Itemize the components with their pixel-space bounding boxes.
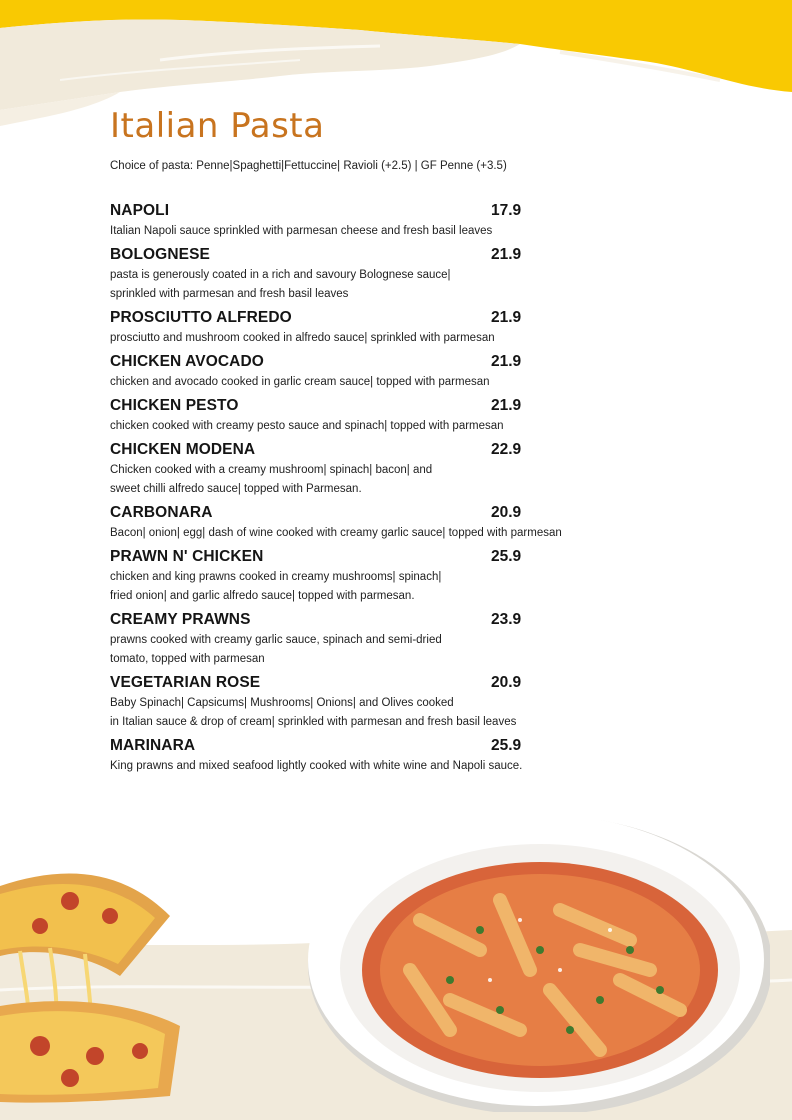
- menu-item-chicken-modena: [110, 439, 610, 502]
- page-title: Italian Pasta: [110, 106, 325, 146]
- item-name: PROSCIUTTO ALFREDO: [110, 309, 292, 326]
- item-name: CHICKEN AVOCADO: [110, 353, 264, 370]
- item-price: 21.9: [491, 246, 522, 263]
- item-description: chicken and king prawns cooked in creamy mushrooms| spinach| fried onion| and garlic alfredo sauce| topped with parmesan.: [110, 571, 442, 602]
- item-price: 21.9: [491, 397, 522, 414]
- item-description: chicken and avocado cooked in garlic cream sauce| topped with parmesan: [110, 376, 490, 388]
- pizza-photo: [0, 856, 190, 1106]
- menu-item-bolognese: [110, 244, 610, 307]
- item-name: VEGETARIAN ROSE: [110, 674, 261, 691]
- menu-item-carbonara: [110, 502, 610, 546]
- item-description: pasta is generously coated in a rich and savoury Bolognese sauce| sprinkled with parmesan and fresh basil leaves: [110, 269, 451, 300]
- menu-item-napoli: [110, 200, 610, 244]
- menu-item-vegetarian-rose: [110, 672, 610, 735]
- item-price: 20.9: [491, 674, 522, 691]
- item-name: CARBONARA: [110, 504, 213, 521]
- item-description: prawns cooked with creamy garlic sauce, spinach and semi-dried tomato, topped with parmesan: [110, 634, 442, 665]
- item-description: King prawns and mixed seafood lightly cooked with white wine and Napoli sauce.: [110, 760, 523, 772]
- item-description: prosciutto and mushroom cooked in alfredo sauce| sprinkled with parmesan: [110, 332, 495, 344]
- pasta-choice-note: Choice of pasta: Penne|Spaghetti|Fettuccine| Ravioli (+2.5) | GF Penne (+3.5): [110, 160, 507, 172]
- item-name: BOLOGNESE: [110, 246, 210, 263]
- item-name: PRAWN N' CHICKEN: [110, 548, 264, 565]
- pasta-bowl-photo: [300, 800, 770, 1112]
- item-description: Baby Spinach| Capsicums| Mushrooms| Onions| and Olives cooked in Italian sauce & drop of cream| sprinkled with parmesan and fresh basil leaves: [110, 697, 517, 728]
- item-price: 25.9: [491, 737, 522, 754]
- menu-item-creamy-prawns: [110, 609, 610, 672]
- item-description: Chicken cooked with a creamy mushroom| spinach| bacon| and sweet chilli alfredo sauce| topped with Parmesan.: [110, 464, 433, 495]
- menu-item-prosciutto-alfredo: [110, 307, 610, 351]
- item-name: NAPOLI: [110, 202, 170, 219]
- item-name: MARINARA: [110, 737, 196, 754]
- item-price: 21.9: [491, 309, 522, 326]
- menu-item-marinara: [110, 735, 610, 779]
- item-price: 20.9: [491, 504, 522, 521]
- item-description: Bacon| onion| egg| dash of wine cooked with creamy garlic sauce| topped with parmesan: [110, 527, 562, 539]
- menu-item-chicken-pesto: [110, 395, 610, 439]
- item-description: Italian Napoli sauce sprinkled with parmesan cheese and fresh basil leaves: [110, 225, 493, 237]
- menu-list: [110, 200, 610, 779]
- item-name: CREAMY PRAWNS: [110, 611, 251, 628]
- menu-item-prawn-n-chicken: [110, 546, 610, 609]
- item-price: 23.9: [491, 611, 522, 628]
- item-price: 22.9: [491, 441, 522, 458]
- item-description: chicken cooked with creamy pesto sauce and spinach| topped with parmesan: [110, 420, 504, 432]
- menu-item-chicken-avocado: [110, 351, 610, 395]
- item-price: 17.9: [491, 202, 522, 219]
- item-price: 25.9: [491, 548, 522, 565]
- item-name: CHICKEN PESTO: [110, 397, 239, 414]
- item-price: 21.9: [491, 353, 522, 370]
- item-name: CHICKEN MODENA: [110, 441, 256, 458]
